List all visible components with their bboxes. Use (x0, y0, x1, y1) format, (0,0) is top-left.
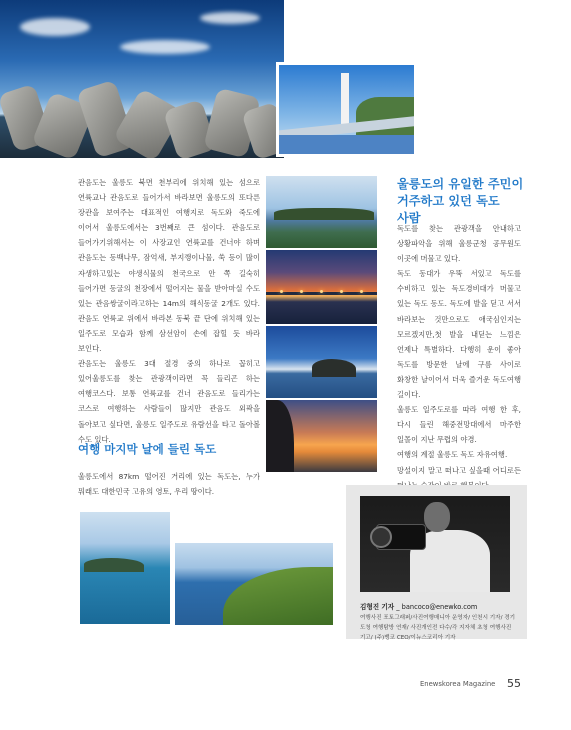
sea-island-photo (80, 512, 170, 624)
dokdo-island-photo (266, 326, 377, 398)
dokdo-paragraph-text: 울릉도에서 87km 떨어진 거리에 있는 독도는, 누가 뭐래도 대한민국 고유의 영토, 우리 땅이다. (78, 472, 260, 497)
section-heading-dokdo: 여행 마지막 날에 들린 독도 (78, 442, 217, 456)
hero-photo-tetrapods (0, 0, 284, 158)
coastal-view-photo (266, 176, 377, 248)
right-paragraph: 독도 동대가 우뚝 서있고 독도를 수비하고 있는 독도경비대가 머물고 있는 독도 동도. 독도에 발을 딛고 서서 바라보는 것만으로도 애국심인지는 모르겠지만,첫 발을 내딛는 느낌은 언제나 특별하다. 다행히 운이 좋아 독도를 방문한 날에 구름 사이로 화창한 날이어서 더욱 즐거운 독도여행 길이다. (397, 269, 521, 400)
right-paragraph: 여행의 계절 울릉도 독도 자유여행. (397, 450, 508, 460)
article-right-column (397, 221, 521, 493)
dokdo-paragraph (78, 469, 260, 499)
grassy-coast-photo (175, 543, 333, 625)
bridge-sunset-photo (266, 250, 377, 324)
reporter-name: 김형진 기자 (360, 603, 395, 611)
reporter-email[interactable]: bancoco@enewko.com (401, 603, 478, 611)
page-number: 55 (507, 677, 521, 690)
intro-paragraph: 관음도는 울릉도 북면 천부리에 위치해 있는 섬으로 연륙교나 관음도로 들어가서 바라보면 울릉도의 또다른 장관을 보여주는 대표적인 여행지로 독도와 죽도에 이어서 울릉도에서는 3번째로 큰 섬이다. 관음도로 들어가기위해서는 이 사장교인 연륙교를 건너야 하며 관음도는 동백나무, 잠억새, 부지깽이나물, 쑥 등이 많이 자생하고있는 야생식물의 천국으로 안 쪽 길숙히 들어가면 동굴의 천장에서 떨어지는 물을 받아마실 수도 있는 관음쌍굴이라고하는 14m의 해식동굴 2개도 있다. 관음도 연륙교 위에서 바라본 동북 끝 단에 위치해 있는 일주도로 모습과 함께 삼선암이 손에 잡힐 듯 바라 보인다. (78, 178, 260, 354)
right-paragraph: 망설이지 말고 떠나고 싶을때 어디로든 (397, 465, 521, 475)
suspension-bridge-photo (276, 62, 417, 157)
second-paragraph: 관음도는 울릉도 3대 절경 중의 하나로 꼽히고 있어울릉도를 찾는 관광객이라면 꼭 들리곤 하는 여행코스다. 보통 연륙교를 건너 관음도로 들리가는 코스로 여행하는 사람들이 많지만 관음도 외곽을 돌아보고 싶다면, 울릉도 일주도로 유람선을 타고 돌아볼 수도 있다. (78, 359, 260, 444)
sunset-cliff-photo (266, 400, 377, 472)
right-paragraph: 독도를 찾는 관광객을 안내하고 상황파악을 위해 울릉군청 공무원도 이곳에 머물고 있다. (397, 224, 521, 264)
reporter-portrait (360, 496, 510, 592)
article-left-column (78, 175, 260, 447)
section-heading-resident: 울릉도의 유일한 주민이 거주하고 있던 독도 사람 (397, 177, 524, 225)
reporter-bio: 여행사진 포토그래퍼/사진여행매니아 운영자/ 인천시 기자/ 경기도청 여행탐방 연재/ 사진개인전 다수/각 지자체 초청 여행사진 기고/ (주)뱅코 CEO/이뉴스코리아 기자 (360, 615, 516, 641)
magazine-name: Enewskorea Magazine (420, 680, 496, 688)
reporter-byline: 김형진 기자 _ bancoco@enewko.com (360, 603, 478, 611)
right-paragraph: 울릉도 일주도로를 따라 여행 한 후, 다시 들린 해중전망대에서 마주한 일몰이 지난 무렵의 야경. (397, 405, 521, 445)
